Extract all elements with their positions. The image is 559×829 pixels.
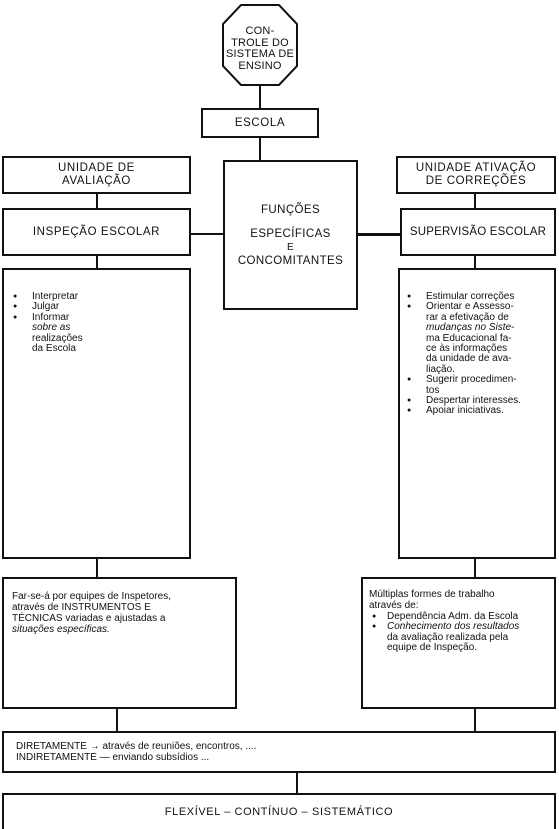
method-line: situações específicas. <box>12 624 110 635</box>
evaluation-actions-list <box>10 292 183 354</box>
list-item: sobre as <box>32 322 71 334</box>
flexivel-footer-label: FLEXÍVEL – CONTÍNUO – SISTEMÁTICO <box>164 806 394 818</box>
unidade-ativacao-line1: UNIDADE ATIVAÇÃO <box>415 162 537 174</box>
method-line: TÉCNICAS variadas e ajustadas a <box>12 613 166 624</box>
correction-actions-box <box>398 268 556 559</box>
connector-right-method-down <box>474 709 476 731</box>
list-item: ● Interpretar <box>10 292 183 302</box>
list-item: da avaliação realizada pela <box>387 631 509 643</box>
list-item: equipe de Inspeção. <box>387 642 478 654</box>
list-item: ● Julgar <box>10 302 183 312</box>
list-item: ce às informações <box>426 343 508 355</box>
list-item: mudanças no Siste- <box>426 322 515 334</box>
flexivel-footer-box <box>2 793 556 829</box>
connector-left-actions-down <box>96 559 98 577</box>
list-item: ● Informar <box>10 313 183 323</box>
control-hexagon <box>222 4 298 86</box>
direct-line: DIRETAMENTE → através de reuniões, encontros, .... <box>16 741 257 752</box>
unidade-avaliacao-line2: AVALIAÇÃO <box>62 175 131 187</box>
connector-left-header-down <box>96 194 98 208</box>
connector-hex-escola <box>259 86 261 108</box>
hexagon-label: CON- TROLE DO SISTEMA DE ENSINO <box>225 25 295 72</box>
funcoes-line2: ESPECÍFICAS <box>250 227 331 240</box>
unidade-avaliacao-line1: UNIDADE DE <box>58 162 135 174</box>
list-item: da Escola <box>32 343 76 355</box>
list-item: ma Educacional fa- <box>426 332 512 344</box>
list-item: realizações <box>32 332 83 344</box>
funcoes-line4: CONCOMITANTES <box>237 254 344 267</box>
method-line: através de INSTRUMENTOS E <box>12 602 151 613</box>
method-line: Far-se-á por equipes de Inspetores, <box>12 591 171 602</box>
connector-inspecao-down <box>96 256 98 268</box>
escola-label: ESCOLA <box>234 116 286 129</box>
connector-funcoes-supervisao <box>358 233 400 236</box>
unidade-ativacao-box <box>396 156 556 194</box>
connector-direct-footer <box>296 773 298 793</box>
connector-left-method-down <box>116 709 118 731</box>
indirect-line: INDIRETAMENTE — enviando subsídios ... <box>16 752 210 763</box>
funcoes-line1: FUNÇÕES <box>260 203 321 216</box>
list-item: liação. <box>426 363 455 375</box>
correction-actions-list <box>404 292 550 417</box>
connector-inspecao-funcoes <box>191 233 225 235</box>
list-item: ● Apoiar iniciativas. <box>404 406 550 416</box>
unidade-ativacao-line2: DE CORREÇÕES <box>425 175 527 187</box>
list-item: ● Orientar e Assesso- <box>404 302 550 312</box>
list-item: ● Dependência Adm. da Escola <box>369 612 550 622</box>
funcoes-line3: E <box>286 241 295 253</box>
list-item: ● Sugerir procedimen- <box>404 375 550 385</box>
inspecao-escolar-box <box>2 208 191 256</box>
escola-box <box>201 108 319 138</box>
direct-indirect-box <box>2 731 556 773</box>
list-item: ● Estimular correções <box>404 292 550 302</box>
supervision-method-list <box>369 612 550 654</box>
list-item: da unidade de ava- <box>426 353 512 365</box>
list-item: tos <box>426 384 440 396</box>
supervisao-escolar-box <box>400 208 556 256</box>
inspecao-escolar-label: INSPEÇÃO ESCOLAR <box>32 225 161 238</box>
list-item: ● Despertar interesses. <box>404 396 550 406</box>
inspection-method-box <box>2 577 237 709</box>
evaluation-actions-box <box>2 268 191 559</box>
list-item: rar a efetivação de <box>426 311 509 323</box>
list-item: ● Conhecimento dos resultados <box>369 622 550 632</box>
funcoes-box <box>223 160 358 310</box>
connector-right-actions-down <box>474 559 476 577</box>
method-intro-line: Múltiplas formes de trabalho <box>369 589 495 600</box>
connector-supervisao-down <box>474 256 476 268</box>
supervision-method-box <box>361 577 556 709</box>
supervisao-escolar-label: SUPERVISÃO ESCOLAR <box>409 225 547 238</box>
connector-right-header-down <box>474 194 476 208</box>
unidade-avaliacao-box <box>2 156 191 194</box>
method-intro-line: através de: <box>369 600 419 611</box>
connector-escola-funcoes <box>259 138 261 162</box>
